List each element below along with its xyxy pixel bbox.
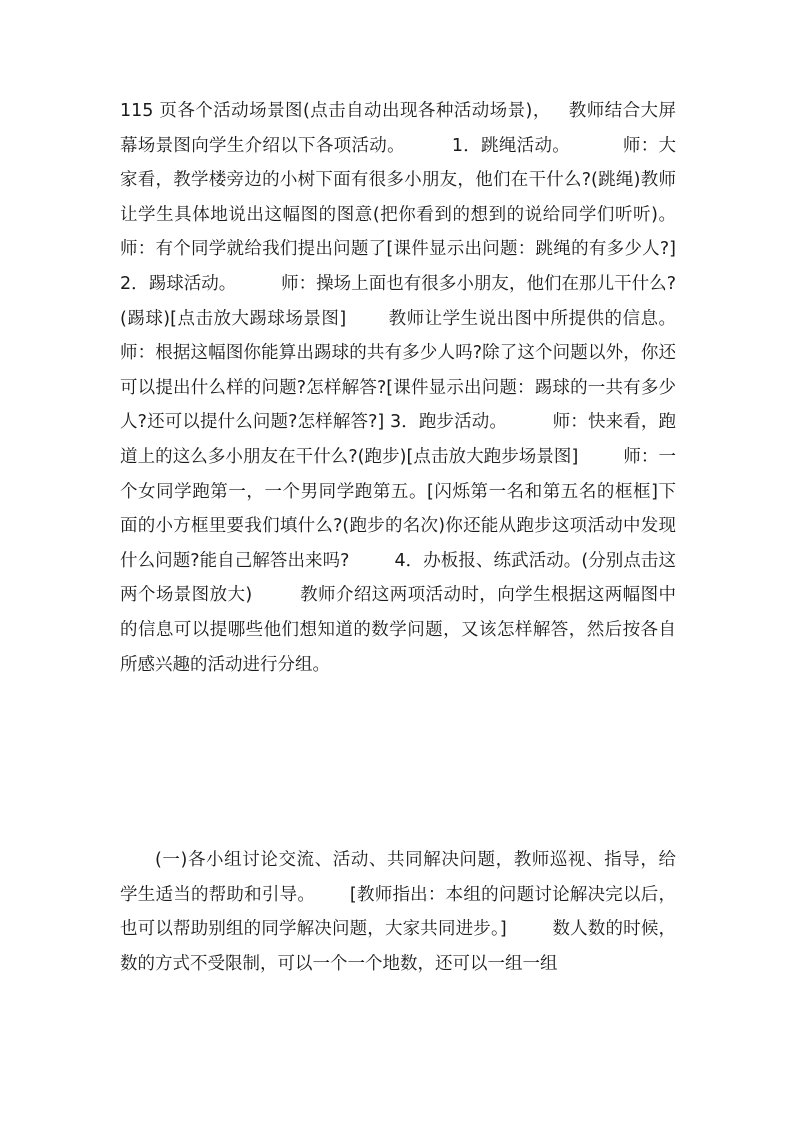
paragraph-group-discussion: (一)各小组讨论交流、活动、共同解决问题，教师巡视、指导，给学生适当的帮助和引导。 [教师指出：本组的问题讨论解决完以后，也可以帮助别组的同学解决问题，大家共同进步。] 数人数的时候，数的方式不受限制，可以一个一个地数，还可以一组一组 [120, 850, 676, 974]
paragraph-activities-intro: 115 页各个活动场景图(点击自动出现各种活动场景)， 教师结合大屏幕场景图向学生介绍以下各项活动。 1．跳绳活动。 师：大家看，教学楼旁边的小树下面有很多小朋友，他们在干什么?(跳绳)教师让学生具体地说出这幅图的图意(把你看到的想到的说给同学们听听)。 师：有个同学就给我们提出问题了[课件显示出问题：跳绳的有多少人?] 2．踢球活动。 师：操场上面也有很多小朋友，他们在那儿干什么?(踢球)[点击放大踢球场景图] 教师让学生说出图中所提供的信息。 师：根据这幅图你能算出踢球的共有多少人吗?除了这个问题以外，你还可以提出什么样的问题?怎样解答?[课件显示出问题：踢球的一共有多少人?还可以提什么问题?怎样解答?] 3．跑步活动。 师：快来看，跑道上的这么多小朋友在干什么?(跑步)[点击放大跑步场景图] 师：一个女同学跑第一，一个男同学跑第五。[闪烁第一名和第五名的框框]下面的小方框里要我们填什么?(跑步的名次)你还能从跑步这项活动中发现什么问题?能自己解答出来吗? 4．办板报、练武活动。(分别点击这两个场景图放大) 教师介绍这两项活动时，向学生根据这两幅图中的信息可以提哪些他们想知道的数学问题，又该怎样解答，然后按各自所感兴趣的活动进行分组。 [120, 101, 721, 675]
